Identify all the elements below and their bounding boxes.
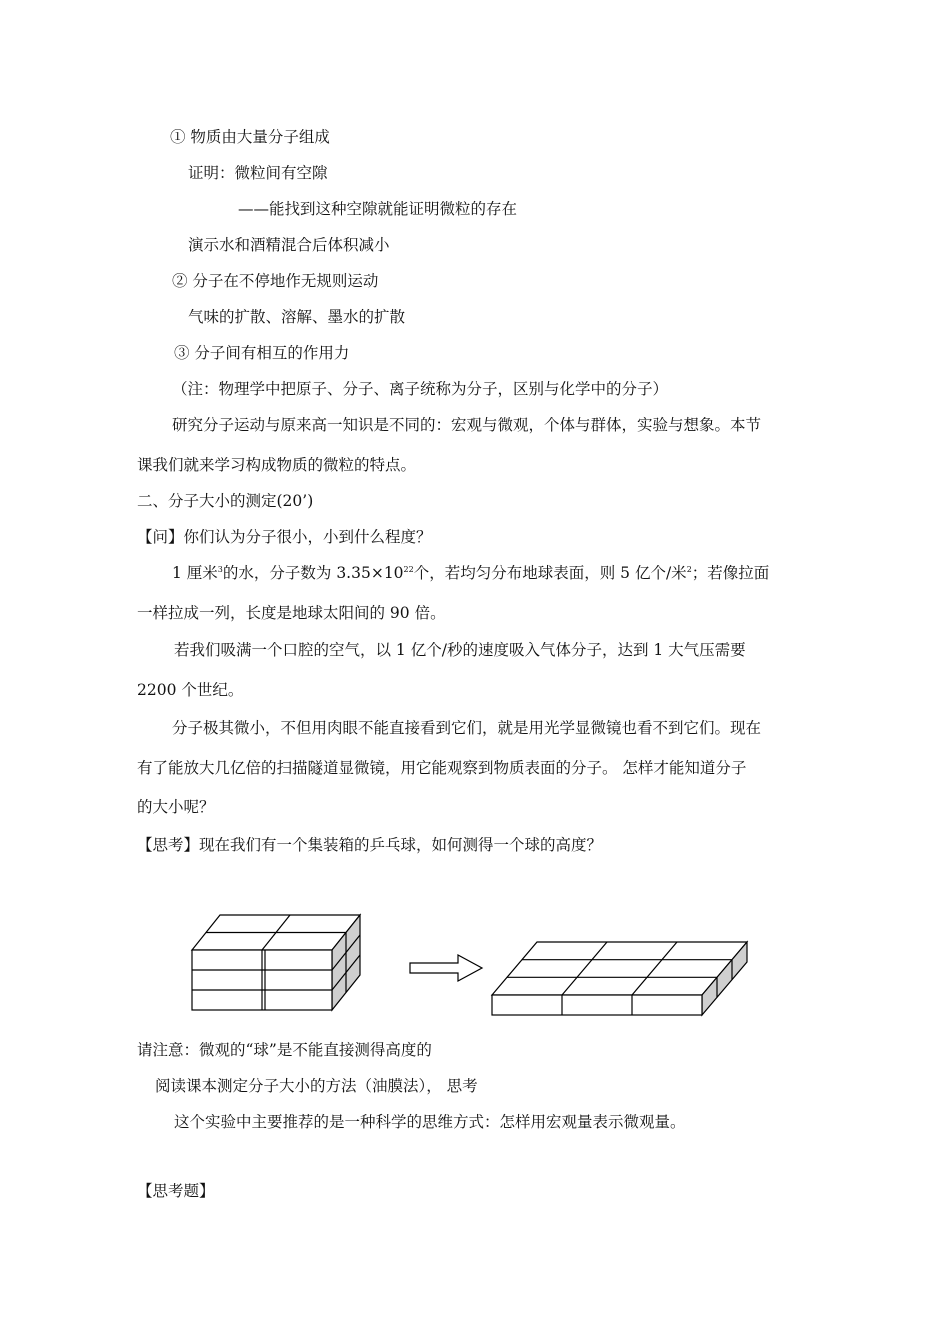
- demo-line: 演示水和酒精混合后体积减小: [188, 236, 390, 254]
- attention-line: 请注意：微观的“球”是不能直接测得高度的: [137, 1041, 432, 1059]
- question-line: 【问】你们认为分子很小，小到什么程度？: [137, 528, 432, 546]
- right-arrow-icon: [410, 955, 482, 981]
- sup-exponent: 22: [403, 565, 414, 574]
- think-line: 【思考】现在我们有一个集装箱的乒乓球，如何测得一个球的高度？: [137, 836, 603, 854]
- water-text-a: 1 厘米: [172, 564, 218, 582]
- spread-front-face: [492, 995, 702, 1015]
- water-molecules-cont: 一样拉成一列，长度是地球太阳间的 90 倍。: [137, 604, 446, 622]
- diffusion-line: 气味的扩散、溶解、墨水的扩散: [188, 308, 406, 326]
- note-line: （注：物理学中把原子、分子、离子统称为分子，区别与化学中的分子）: [172, 380, 669, 398]
- microscope-line: 分子极其微小，不但用肉眼不能直接看到它们，就是用光学显微镜也看不到它们。现在: [172, 719, 762, 737]
- proof-note: ——能找到这种空隙就能证明微粒的存在: [238, 200, 518, 218]
- spread-boxes: [492, 942, 747, 1015]
- paragraph-research: 研究分子运动与原来高一知识是不同的：宏观与微观，个体与群体，实验与想象。本节: [172, 416, 762, 434]
- reading-line: 阅读课本测定分子大小的方法（油膜法）， 思考: [155, 1077, 478, 1095]
- point-1: ① 物质由大量分子组成: [170, 128, 330, 146]
- point-3: ③ 分子间有相互的作用力: [174, 344, 350, 362]
- section-heading: 二、分子大小的测定(20’): [137, 492, 314, 510]
- thinking-questions-heading: 【思考题】: [137, 1182, 215, 1200]
- box-stack-diagram: [180, 900, 780, 1030]
- box-diagram-svg: [180, 900, 780, 1030]
- experiment-line: 这个实验中主要推荐的是一种科学的思维方式：怎样用宏观量表示微观量。: [174, 1113, 686, 1131]
- microscope-cont: 有了能放大几亿倍的扫描隧道显微镜，用它能观察到物质表面的分子。 怎样才能知道分子: [137, 759, 747, 777]
- proof-line: 证明：微粒间有空隙: [188, 164, 328, 182]
- water-text-b: 的水，分子数为 3.35×10: [222, 564, 404, 582]
- mouth-air-cont: 2200 个世纪。: [137, 681, 244, 699]
- microscope-end: 的大小呢？: [137, 798, 215, 816]
- water-text-d: ；若像拉面: [691, 564, 770, 582]
- mouth-air-line: 若我们吸满一个口腔的空气，以 1 亿个/秒的速度吸入气体分子，达到 1 大气压需要: [174, 641, 746, 659]
- water-text-c: 个，若均匀分布地球表面，则 5 亿个/米: [413, 564, 687, 582]
- water-molecules-line: [172, 563, 769, 583]
- point-2: ② 分子在不停地作无规则运动: [172, 272, 379, 290]
- sup-cubic: 3: [217, 565, 223, 574]
- paragraph-research-cont: 课我们就来学习构成物质的微粒的特点。: [137, 456, 417, 474]
- sup-square: 2: [686, 565, 692, 574]
- stacked-boxes: [192, 915, 360, 1010]
